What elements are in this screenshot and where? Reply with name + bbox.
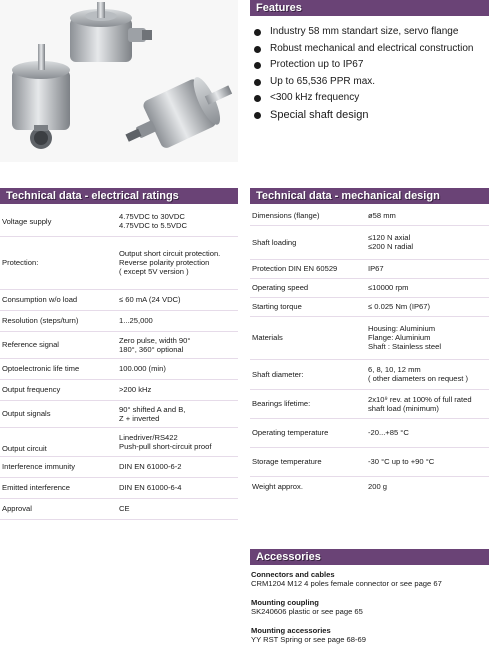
row-value: 1...25,000 (119, 316, 153, 325)
table-row (250, 225, 489, 260)
row-label: Dimensions (flange) (252, 211, 320, 220)
row-label: Weight approx. (252, 481, 303, 491)
accessories-list (251, 570, 489, 644)
row-label: Output frequency (2, 385, 61, 394)
table-row (0, 498, 238, 520)
row-value: 90° shifted A and B, Z + inverted (119, 404, 186, 423)
table-row (250, 418, 489, 448)
row-label: Voltage supply (2, 216, 52, 226)
row-label: Interference immunity (2, 462, 76, 471)
row-label: Starting torque (252, 302, 302, 311)
row-label: Approval (2, 504, 32, 513)
row-label: Protection DIN EN 60529 (252, 264, 338, 273)
row-value: DIN EN 61000-6-4 (119, 483, 182, 492)
row-label: Operating temperature (252, 428, 329, 437)
row-label: Bearings lifetime: (252, 399, 311, 408)
accessory-heading: Connectors and cables (251, 570, 335, 579)
row-label: Shaft loading (252, 237, 297, 247)
table-row (0, 289, 238, 311)
table-row (0, 400, 238, 428)
features-header (250, 0, 489, 16)
accessory-heading: Mounting coupling (251, 598, 319, 607)
mechanical-title: Technical data - mechanical design (256, 190, 440, 202)
table-row (0, 379, 238, 401)
row-value: ø58 mm (368, 211, 396, 220)
row-label: Output signals (2, 409, 51, 418)
electrical-header (0, 188, 238, 204)
row-value: DIN EN 61000-6-2 (119, 462, 182, 471)
feature-item: Protection up to IP67 (250, 57, 489, 74)
table-row (0, 358, 238, 380)
feature-item: Up to 65,536 PPR max. (250, 74, 489, 91)
row-label: Storage temperature (252, 457, 322, 466)
table-row (250, 389, 489, 419)
row-label: Protection: (2, 258, 39, 267)
accessory-heading: Mounting accessories (251, 626, 331, 635)
electrical-title: Technical data - electrical ratings (6, 190, 179, 202)
row-label: Reference signal (2, 340, 59, 349)
accessory-item (251, 598, 489, 616)
accessories-title: Accessories (256, 551, 321, 563)
row-label: Optoelectronic life time (2, 364, 80, 373)
row-label: Output circuit (2, 444, 47, 453)
row-value: Zero pulse, width 90° 180°, 360° optional (119, 335, 191, 354)
features-list (250, 24, 489, 124)
accessory-text: SK240606 plastic or see page 65 (251, 607, 363, 616)
row-value: 6, 8, 10, 12 mm ( other diameters on request ) (368, 365, 469, 383)
row-value: 200 g (368, 481, 388, 491)
accessories-header (250, 549, 489, 565)
feature-item: Special shaft design (250, 107, 489, 124)
row-label: Consumption w/o load (2, 295, 78, 304)
feature-item: <300 kHz frequency (250, 90, 489, 107)
table-row (250, 476, 489, 496)
accessory-text: CRM1204 M12 4 poles female connector or see page 67 (251, 579, 442, 588)
table-row (250, 206, 489, 226)
table-row (0, 236, 238, 290)
mechanical-header (250, 188, 489, 204)
row-value: >200 kHz (119, 385, 152, 394)
row-value: CE (119, 504, 130, 513)
row-value: Output short circuit protection. Reverse polarity protection ( except 5V version ) (119, 249, 221, 276)
row-label: Emitted interference (2, 483, 70, 492)
accessory-text: YY RST Spring or see page 68-69 (251, 635, 366, 644)
feature-item: Robust mechanical and electrical construction (250, 41, 489, 58)
row-label: Resolution (steps/turn) (2, 316, 79, 325)
table-row (0, 477, 238, 499)
row-label: Operating speed (252, 283, 309, 292)
product-photo (0, 0, 238, 162)
table-row (250, 297, 489, 317)
table-row (250, 259, 489, 279)
row-value: ≤ 60 mA (24 VDC) (119, 295, 181, 304)
features-title: Features (256, 2, 302, 14)
row-value: ≤10000 rpm (368, 283, 409, 292)
row-value: Housing: Aluminium Flange: Aluminium Shaft : Stainless steel (368, 324, 442, 351)
table-row (0, 331, 238, 359)
row-value: 100.000 (min) (119, 364, 166, 373)
table-row (250, 359, 489, 390)
table-row (250, 278, 489, 298)
table-row (0, 310, 238, 332)
electrical-table (0, 206, 238, 520)
row-value: ≤ 0.025 Nm (IP67) (368, 302, 430, 311)
table-row (0, 456, 238, 478)
table-row (250, 316, 489, 360)
row-value: 4.75VDC to 30VDC 4.75VDC to 5.5VDC (119, 212, 187, 230)
row-value: IP67 (368, 264, 384, 273)
row-value: ≤120 N axial ≤200 N radial (368, 233, 414, 251)
row-value: -20...+85 °C (368, 428, 409, 437)
row-value: Linedriver/RS422 Push-pull short-circuit proof (119, 432, 212, 451)
table-row (250, 447, 489, 477)
row-value: -30 °C up to +90 °C (368, 457, 435, 466)
encoder-illustration (0, 0, 238, 162)
row-value: 2x10⁹ rev. at 100% of full rated shaft load (minimum) (368, 394, 472, 413)
mechanical-table (250, 206, 489, 496)
row-label: Materials (252, 333, 283, 342)
table-row (0, 427, 238, 457)
row-label: Shaft diameter: (252, 369, 304, 379)
accessory-item (251, 570, 489, 588)
feature-item: Industry 58 mm standart size, servo flange (250, 24, 489, 41)
accessory-item (251, 626, 489, 644)
table-row (0, 206, 238, 237)
